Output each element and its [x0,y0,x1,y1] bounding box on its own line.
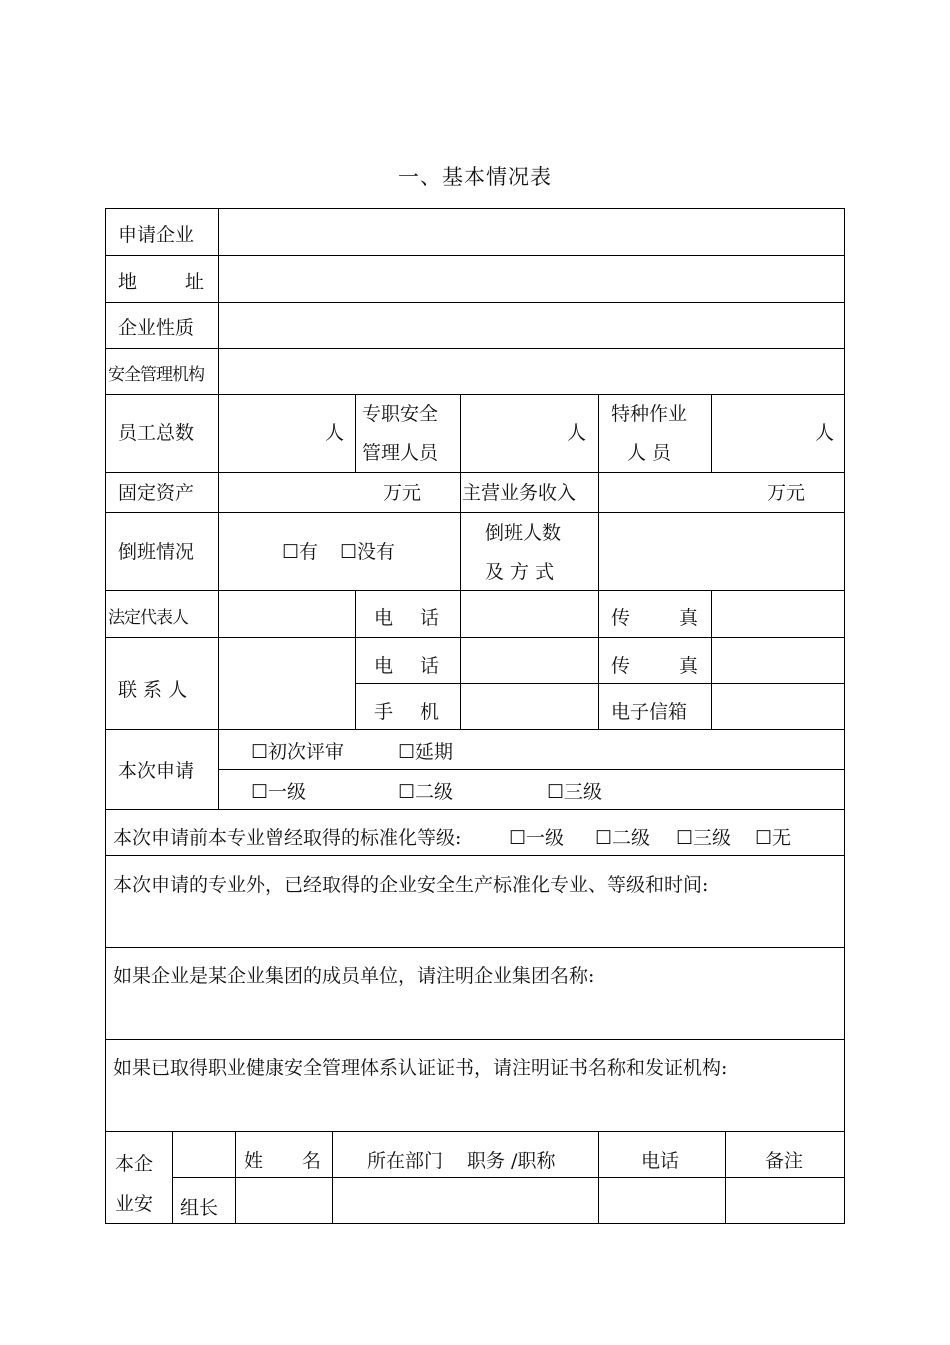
legal-fax-label-1: 传 [611,607,631,629]
level-3-checkbox[interactable]: ☐三级 [547,781,603,803]
main-revenue-unit: 万元 [767,482,806,504]
employees-unit: 人 [325,422,345,444]
level-1-checkbox[interactable]: ☐一级 [251,781,307,803]
group-member-label: 如果企业是某企业集团的成员单位，请注明企业集团名称: [113,965,595,987]
contact-phone-label-2: 话 [420,655,440,677]
team-dept-header: 所在部门 [367,1150,444,1172]
team-name-header-1: 姓 [244,1150,264,1172]
safety-staff-unit: 人 [567,422,587,444]
initial-review-checkbox[interactable]: ☐初次评审 [251,741,345,763]
team-phone-header: 电话 [641,1150,680,1172]
team-side-label-2: 业安 [115,1193,154,1215]
team-name-header-2: 名 [302,1150,322,1172]
prior-level-2-checkbox[interactable]: ☐二级 [595,827,651,849]
special-ops-label-1: 特种作业 [611,403,688,425]
contact-fax-label-1: 传 [611,655,631,677]
special-ops-label-2: 人 员 [627,442,672,464]
special-ops-unit: 人 [815,422,835,444]
prior-level-none-checkbox[interactable]: ☐无 [755,827,792,849]
team-title-header: 职务 /职称 [467,1150,556,1172]
fixed-assets-label: 固定资产 [118,482,195,504]
contact-phone-label-1: 电 [374,655,394,677]
employees-label: 员工总数 [118,422,195,444]
page-title: 一、基本情况表 [398,165,552,189]
other-specialties-label: 本次申请的专业外，已经取得的企业安全生产标准化专业、等级和时间: [113,874,709,896]
shift-count-label-1: 倒班人数 [485,522,562,544]
extension-checkbox[interactable]: ☐延期 [398,741,454,763]
prior-level-label: 本次申请前本专业曾经取得的标准化等级: [113,827,462,849]
mobile-label-2: 机 [420,701,440,723]
shift-label: 倒班情况 [118,541,195,563]
contact-label: 联 系 人 [118,679,188,701]
mobile-label-1: 手 [374,701,394,723]
applicant-label: 申请企业 [118,224,195,246]
level-2-checkbox[interactable]: ☐二级 [398,781,454,803]
contact-fax-label-2: 真 [679,655,699,677]
shift-count-label-2: 及 方 式 [485,561,555,583]
legal-fax-label-2: 真 [679,607,699,629]
team-side-label-1: 本企 [115,1153,154,1175]
safety-org-label: 安全管理机构 [108,365,204,385]
safety-staff-label-1: 专职安全 [362,403,439,425]
fixed-assets-unit: 万元 [383,482,422,504]
prior-level-1-checkbox[interactable]: ☐一级 [509,827,565,849]
safety-staff-label-2: 管理人员 [362,442,439,464]
email-label: 电子信箱 [611,701,688,723]
legal-rep-label: 法定代表人 [108,608,188,628]
main-revenue-label: 主营业务收入 [462,482,577,504]
nature-label: 企业性质 [118,317,195,339]
legal-phone-label-1: 电 [374,607,394,629]
shift-yes-checkbox[interactable]: ☐有 [282,541,319,563]
basic-info-form [105,208,845,1224]
prior-level-3-checkbox[interactable]: ☐三级 [676,827,732,849]
certificate-label: 如果已取得职业健康安全管理体系认证证书，请注明证书名称和发证机构: [113,1057,728,1079]
shift-no-checkbox[interactable]: ☐没有 [340,541,396,563]
address-label-2: 址 [185,271,205,293]
application-label: 本次申请 [118,760,195,782]
team-remark-header: 备注 [765,1150,804,1172]
legal-phone-label-2: 话 [420,607,440,629]
address-label-1: 地 [118,271,138,293]
team-leader-label: 组长 [180,1197,219,1219]
